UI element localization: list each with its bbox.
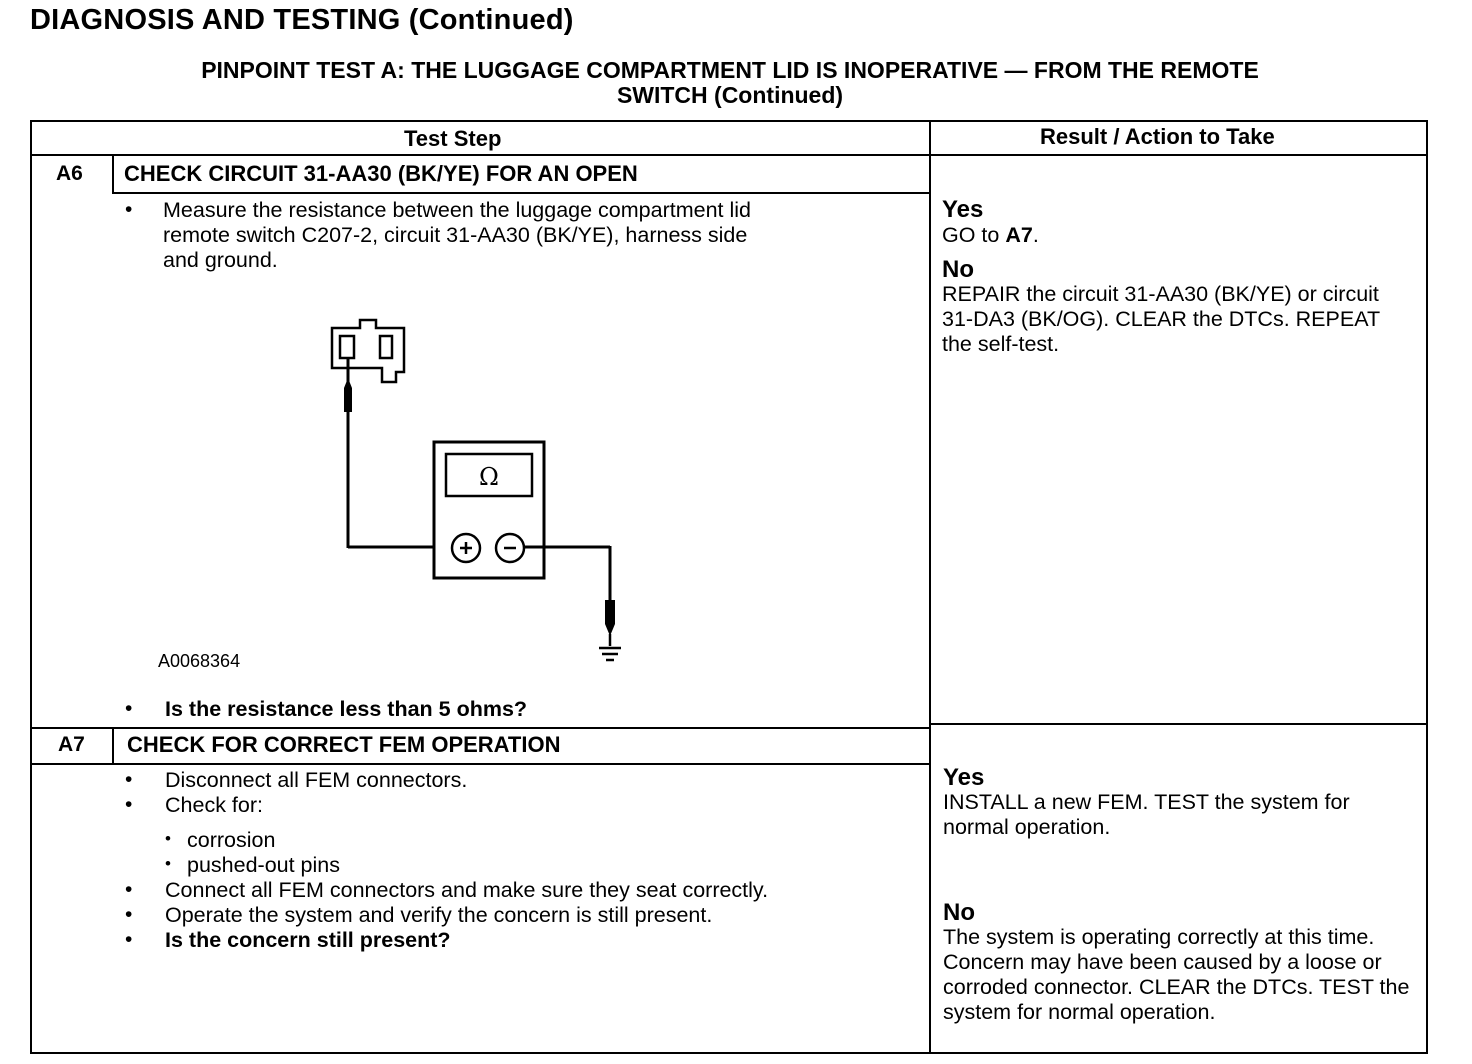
test-lead-icon [344, 358, 434, 548]
a6-a7-divider-right [931, 723, 1426, 725]
column-header-result: Result / Action to Take [1040, 124, 1275, 149]
a7-subitem-pins: pushed-out pins [187, 853, 340, 877]
header-divider-left [32, 154, 929, 156]
bullet-icon: • [125, 903, 133, 926]
a6-a7-divider-left [32, 727, 929, 729]
figure-id: A0068364 [158, 651, 241, 671]
sub-bullet-icon: • [165, 829, 171, 848]
bullet-icon: • [125, 878, 133, 901]
step-id-a7: A7 [58, 733, 85, 756]
a6-instruction-line2: remote switch C207-2, circuit 31-AA30 (BK/YE), harness side [163, 223, 748, 247]
a7-no-action: The system is operating correctly at this time. Concern may have been caused by a loose or corroded connector. CLEAR the DTCs. TEST the system for normal operation. [943, 925, 1410, 1024]
a6-id-divider [112, 156, 114, 192]
a7-item-connect: Connect all FEM connectors and make sure they seat correctly. [165, 878, 769, 902]
column-header-test-step: Test Step [404, 126, 502, 151]
a7-id-divider [112, 729, 114, 764]
a7-no-label: No [943, 899, 975, 926]
pinpoint-test-title [30, 58, 1430, 108]
bullet-icon: • [125, 793, 133, 816]
a6-yes-label: Yes [942, 196, 984, 223]
a6-question: Is the resistance less than 5 ohms? [165, 697, 528, 721]
a6-instruction-line3: and ground. [163, 248, 278, 272]
test-table [30, 120, 1428, 1054]
step-title-a7: CHECK FOR CORRECT FEM OPERATION [127, 732, 561, 757]
bullet-icon: • [125, 928, 133, 951]
bullet-icon: • [125, 198, 133, 221]
resistance-measurement-diagram [312, 302, 672, 672]
a7-yes-action: INSTALL a new FEM. TEST the system for normal operation. [943, 790, 1350, 839]
ohm-symbol: Ω [479, 463, 499, 491]
a6-yes-action: GO to A7. [942, 223, 1039, 247]
step-title-a6: CHECK CIRCUIT 31-AA30 (BK/YE) FOR AN OPEN [124, 161, 638, 186]
a6-yes-target: A7 [1005, 223, 1033, 247]
a7-item-check-for: Check for: [165, 793, 263, 817]
a7-subitem-corrosion: corrosion [187, 828, 276, 852]
sub-bullet-icon: • [165, 854, 171, 873]
pinpoint-title-line2: SWITCH (Continued) [616, 82, 844, 108]
a6-title-divider [112, 192, 929, 194]
connector-icon [332, 320, 404, 382]
a7-item-operate: Operate the system and verify the concern is still present. [165, 903, 713, 927]
step-id-a6: A6 [56, 162, 83, 185]
header-divider-right [929, 154, 1426, 156]
a7-title-divider [32, 763, 929, 765]
pinpoint-title-line1: PINPOINT TEST A: THE LUGGAGE COMPARTMENT LID IS INOPERATIVE — FROM THE REMOTE [201, 57, 1259, 83]
a6-no-label: No [942, 256, 974, 283]
ohmmeter-icon [434, 442, 544, 578]
a7-item-disconnect: Disconnect all FEM connectors. [165, 768, 468, 792]
a6-no-action: REPAIR the circuit 31-AA30 (BK/YE) or circuit 31-DA3 (BK/OG). CLEAR the DTCs. REPEAT the self-test. [942, 282, 1380, 356]
column-divider [929, 122, 931, 1052]
a6-instruction-line1: Measure the resistance between the luggage compartment lid [163, 198, 752, 222]
bullet-icon: • [125, 768, 133, 791]
page-heading: DIAGNOSIS AND TESTING (Continued) [30, 4, 574, 36]
a7-question: Is the concern still present? [165, 928, 451, 952]
ground-icon [599, 648, 621, 660]
bullet-icon: • [125, 697, 133, 720]
a7-yes-label: Yes [943, 764, 985, 791]
